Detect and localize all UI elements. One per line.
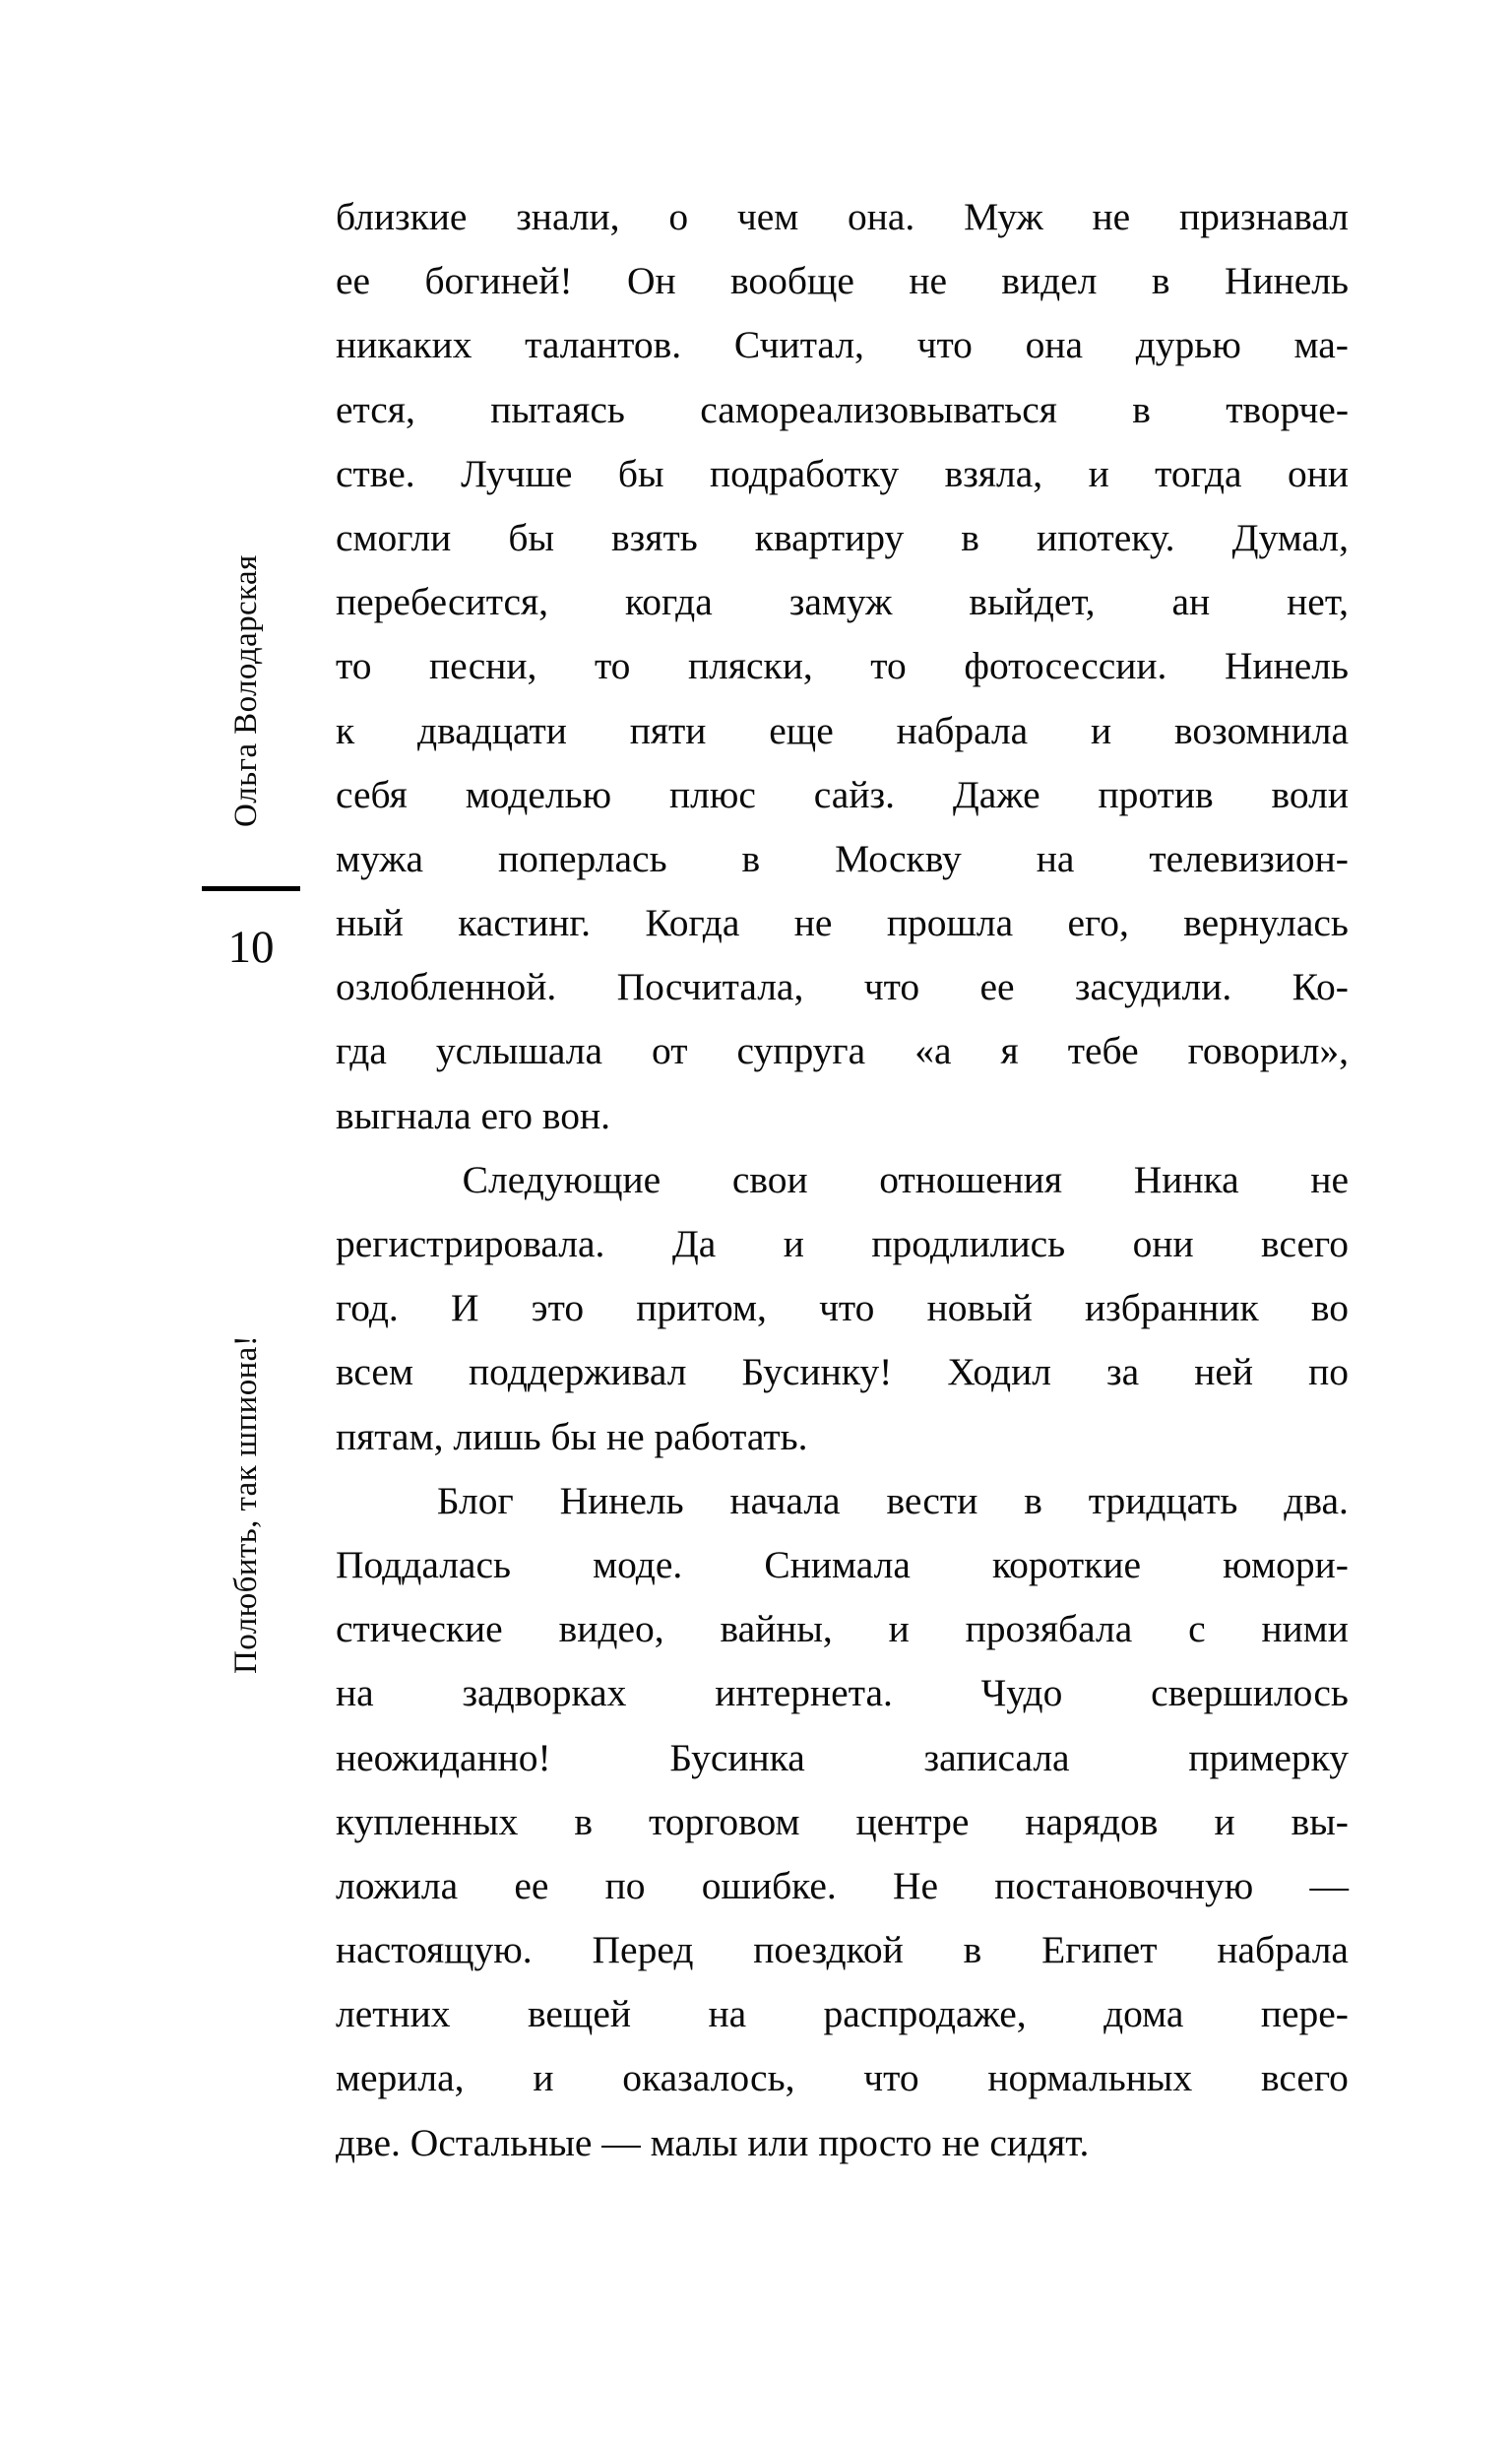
- paragraph: [336, 1469, 1349, 2175]
- word: и: [533, 2056, 554, 2100]
- word: подработку: [710, 451, 900, 495]
- word: мерила,: [336, 2056, 465, 2100]
- word: свершилось: [1151, 1671, 1349, 1715]
- paragraph: [336, 185, 1349, 1148]
- word: распродаже,: [823, 1992, 1027, 2036]
- word: Снимала: [764, 1542, 911, 1586]
- text-line: [336, 378, 1349, 442]
- text-line: [336, 1469, 1349, 1533]
- word: и: [1091, 708, 1112, 752]
- word: плюс: [669, 772, 756, 816]
- word: возомнила: [1173, 708, 1349, 752]
- word: набрала: [896, 708, 1029, 752]
- word: Бусинку!: [741, 1350, 893, 1394]
- word: тогда: [1155, 451, 1242, 495]
- text-line: [336, 1982, 1349, 2046]
- word: против: [1098, 772, 1214, 816]
- word: притом,: [636, 1286, 767, 1330]
- text-line: [336, 1597, 1349, 1661]
- word: бы: [508, 515, 554, 559]
- word: не: [909, 259, 948, 303]
- word: неожиданно!: [336, 1735, 551, 1779]
- text-line: [336, 634, 1349, 698]
- word: за: [1106, 1350, 1140, 1394]
- word: Ко-: [1292, 965, 1349, 1009]
- word: ется,: [336, 387, 415, 431]
- word: ан: [1171, 580, 1211, 624]
- word: чем: [736, 195, 799, 238]
- word: ипотеку.: [1036, 515, 1175, 559]
- word: себя: [336, 772, 408, 816]
- word: Думал,: [1231, 515, 1349, 559]
- word: ма-: [1293, 323, 1349, 367]
- word: Посчитала,: [616, 965, 804, 1009]
- word: это: [531, 1286, 585, 1330]
- word: Он: [626, 259, 676, 303]
- word: то: [336, 644, 372, 688]
- word: услышала: [435, 1029, 602, 1073]
- word: о: [668, 195, 689, 238]
- word: свои: [731, 1157, 808, 1201]
- word: отношения: [879, 1157, 1063, 1201]
- text-line: [336, 1212, 1349, 1276]
- word: «а: [914, 1029, 952, 1073]
- word: смогли: [336, 515, 452, 559]
- word: бы: [617, 451, 664, 495]
- text-line: [336, 506, 1349, 570]
- text-line: [336, 1533, 1349, 1597]
- word: и: [1088, 451, 1109, 495]
- word: Нинель: [1224, 644, 1349, 688]
- word: вернулась: [1183, 901, 1349, 945]
- folio-rule: [202, 886, 300, 891]
- word: богиней!: [424, 259, 573, 303]
- word: видел: [1001, 259, 1098, 303]
- word: Нинель: [1224, 259, 1349, 303]
- word: постановочную: [994, 1863, 1254, 1907]
- text-line: [336, 1019, 1349, 1083]
- word: И: [450, 1286, 479, 1330]
- word: Нинка: [1133, 1157, 1239, 1201]
- word: Муж: [964, 195, 1043, 238]
- word: и: [783, 1222, 804, 1265]
- word: не: [1092, 195, 1131, 238]
- word: моде.: [593, 1542, 683, 1586]
- word: ее: [979, 965, 1015, 1009]
- text-line: [336, 1340, 1349, 1404]
- word: стве.: [336, 451, 415, 495]
- word: в: [741, 836, 761, 880]
- word: Лучше: [461, 451, 573, 495]
- word: пляски,: [687, 644, 813, 688]
- word: взяла,: [944, 451, 1043, 495]
- word: сайз.: [813, 772, 895, 816]
- word: ошибке.: [701, 1863, 837, 1907]
- running-head-author: Ольга Володарская: [228, 554, 264, 827]
- word: что: [916, 323, 973, 367]
- word: Москву: [835, 836, 962, 880]
- body-text: [336, 185, 1349, 2175]
- text-line: [336, 763, 1349, 827]
- word: вайны,: [720, 1607, 833, 1651]
- word: дурью: [1135, 323, 1241, 367]
- word: взять: [611, 515, 698, 559]
- word: Чудо: [980, 1671, 1063, 1715]
- word: что: [863, 965, 920, 1009]
- word: к: [336, 708, 355, 752]
- word: нарядов: [1025, 1799, 1159, 1843]
- text-line: [336, 1918, 1349, 1982]
- text-line: [336, 313, 1349, 377]
- word: с: [1188, 1607, 1206, 1651]
- word: перебесится,: [336, 580, 549, 624]
- word: юмори-: [1223, 1542, 1349, 1586]
- text-line: выгнала его вон.: [336, 1093, 611, 1137]
- text-line: две. Остальные — малы или просто не сидят.: [336, 2120, 1090, 2164]
- text-line: [336, 827, 1349, 891]
- word: в: [1151, 259, 1170, 303]
- word: примерку: [1188, 1735, 1349, 1779]
- word: когда: [625, 580, 713, 624]
- word: то: [594, 644, 631, 688]
- word: поддерживал: [469, 1350, 687, 1394]
- word: моделью: [465, 772, 612, 816]
- word: год.: [336, 1286, 399, 1330]
- word: в: [574, 1799, 593, 1843]
- word: она.: [848, 195, 915, 238]
- word: засудили.: [1074, 965, 1232, 1009]
- word: регистрировала.: [336, 1222, 605, 1265]
- word: продлились: [871, 1222, 1066, 1265]
- word: озлобленной.: [336, 965, 557, 1009]
- text-line: [336, 1726, 1349, 1790]
- folio-block: [193, 886, 309, 971]
- word: интернета.: [715, 1671, 893, 1715]
- word: что: [863, 2056, 919, 2100]
- word: супруга: [736, 1029, 866, 1073]
- text-line: [336, 891, 1349, 955]
- word: не: [1310, 1157, 1349, 1201]
- word: талантов.: [525, 323, 682, 367]
- word: ними: [1261, 1607, 1349, 1651]
- word: поперлась: [498, 836, 667, 880]
- word: всем: [336, 1350, 413, 1394]
- word: песни,: [429, 644, 537, 688]
- word: творче-: [1226, 387, 1349, 431]
- word: фотосессии.: [964, 644, 1167, 688]
- word: на: [336, 1671, 374, 1715]
- word: в: [1024, 1478, 1042, 1522]
- word: вы-: [1291, 1799, 1349, 1843]
- running-head-title: Полюбить, так шпиона!: [228, 1334, 264, 1674]
- word: прошла: [886, 901, 1014, 945]
- text-line: [336, 570, 1349, 634]
- word: Когда: [645, 901, 740, 945]
- word: в: [1132, 387, 1151, 431]
- word: во: [1310, 1286, 1349, 1330]
- word: знали,: [516, 195, 620, 238]
- text-line: [336, 185, 1349, 249]
- word: Египет: [1041, 1928, 1158, 1972]
- word: задворках: [462, 1671, 627, 1715]
- word: я: [1000, 1029, 1019, 1073]
- word: гда: [336, 1029, 387, 1073]
- text-line: [336, 2046, 1349, 2110]
- word: по: [1308, 1350, 1349, 1394]
- text-line: [336, 249, 1349, 313]
- word: от: [652, 1029, 688, 1073]
- word: торговом: [648, 1799, 800, 1843]
- word: они: [1287, 451, 1349, 495]
- word: —: [1309, 1863, 1349, 1907]
- word: вообще: [730, 259, 854, 303]
- word: Не: [893, 1863, 939, 1907]
- word: записала: [923, 1735, 1070, 1779]
- text-line: [336, 699, 1349, 763]
- word: прозябала: [965, 1607, 1133, 1651]
- word: вести: [886, 1478, 978, 1522]
- word: они: [1132, 1222, 1194, 1265]
- word: стические: [336, 1607, 503, 1651]
- word: Считал,: [733, 323, 864, 367]
- word: Бусинка: [669, 1735, 805, 1779]
- word: признавал: [1178, 195, 1349, 238]
- word: ней: [1194, 1350, 1254, 1394]
- text-line: [336, 1790, 1349, 1854]
- word: еще: [769, 708, 834, 752]
- word: Следующие: [462, 1157, 662, 1201]
- word: пере-: [1260, 1992, 1349, 2036]
- word: тридцать: [1088, 1478, 1238, 1522]
- word: поездкой: [753, 1928, 904, 1972]
- word: выйдет,: [969, 580, 1096, 624]
- text-line: [336, 1854, 1349, 1918]
- word: и: [1214, 1799, 1235, 1843]
- word: видео,: [558, 1607, 664, 1651]
- word: ее: [336, 259, 371, 303]
- word: замуж: [788, 580, 893, 624]
- word: центре: [855, 1799, 970, 1843]
- word: настоящую.: [336, 1928, 533, 1972]
- word: короткие: [992, 1542, 1142, 1586]
- word: близкие: [336, 195, 468, 238]
- word: мужа: [336, 836, 424, 880]
- text-line: [336, 1148, 1349, 1212]
- word: на: [1036, 836, 1075, 880]
- word: нет,: [1287, 580, 1349, 624]
- running-head-column: [0, 0, 295, 2443]
- text-line: [336, 1276, 1349, 1340]
- word: Блог: [436, 1478, 514, 1522]
- word: купленных: [336, 1799, 519, 1843]
- word: всего: [1261, 2056, 1349, 2100]
- word: Перед: [592, 1928, 694, 1972]
- word: дома: [1103, 1992, 1184, 2036]
- word: Нинель: [559, 1478, 684, 1522]
- word: и: [888, 1607, 910, 1651]
- word: в: [963, 1928, 982, 1972]
- word: тебе: [1067, 1029, 1139, 1073]
- word: новый: [926, 1286, 1033, 1330]
- word: по: [604, 1863, 646, 1907]
- word: его,: [1067, 901, 1129, 945]
- text-line: [336, 442, 1349, 506]
- word: Ходил: [947, 1350, 1051, 1394]
- word: двадцати: [417, 708, 567, 752]
- word: Поддалась: [336, 1542, 512, 1586]
- word: ный: [336, 901, 404, 945]
- word: нормальных: [987, 2056, 1193, 2100]
- word: летних: [336, 1992, 451, 2036]
- word: телевизион-: [1149, 836, 1349, 880]
- word: то: [870, 644, 907, 688]
- word: ее: [514, 1863, 549, 1907]
- word: что: [819, 1286, 875, 1330]
- word: пяти: [629, 708, 707, 752]
- word: начала: [729, 1478, 841, 1522]
- paragraph: [336, 1148, 1349, 1469]
- word: говорил»,: [1187, 1029, 1349, 1073]
- page-number: 10: [227, 922, 275, 973]
- word: Да: [671, 1222, 717, 1265]
- word: кастинг.: [458, 901, 592, 945]
- text-line: пятам, лишь бы не работать.: [336, 1414, 808, 1458]
- word: на: [708, 1992, 747, 2036]
- word: Даже: [952, 772, 1040, 816]
- word: два.: [1284, 1478, 1349, 1522]
- word: самореализовываться: [700, 387, 1057, 431]
- word: она: [1025, 323, 1084, 367]
- word: в: [961, 515, 979, 559]
- text-line: [336, 1661, 1349, 1725]
- word: воли: [1271, 772, 1349, 816]
- text-line: [336, 955, 1349, 1019]
- word: всего: [1261, 1222, 1349, 1265]
- word: ложила: [336, 1863, 459, 1907]
- word: вещей: [527, 1992, 632, 2036]
- word: набрала: [1217, 1928, 1349, 1972]
- word: избранник: [1084, 1286, 1259, 1330]
- word: квартиру: [754, 515, 905, 559]
- word: не: [793, 901, 833, 945]
- word: пытаясь: [490, 387, 625, 431]
- word: никаких: [336, 323, 472, 367]
- word: оказалось,: [622, 2056, 795, 2100]
